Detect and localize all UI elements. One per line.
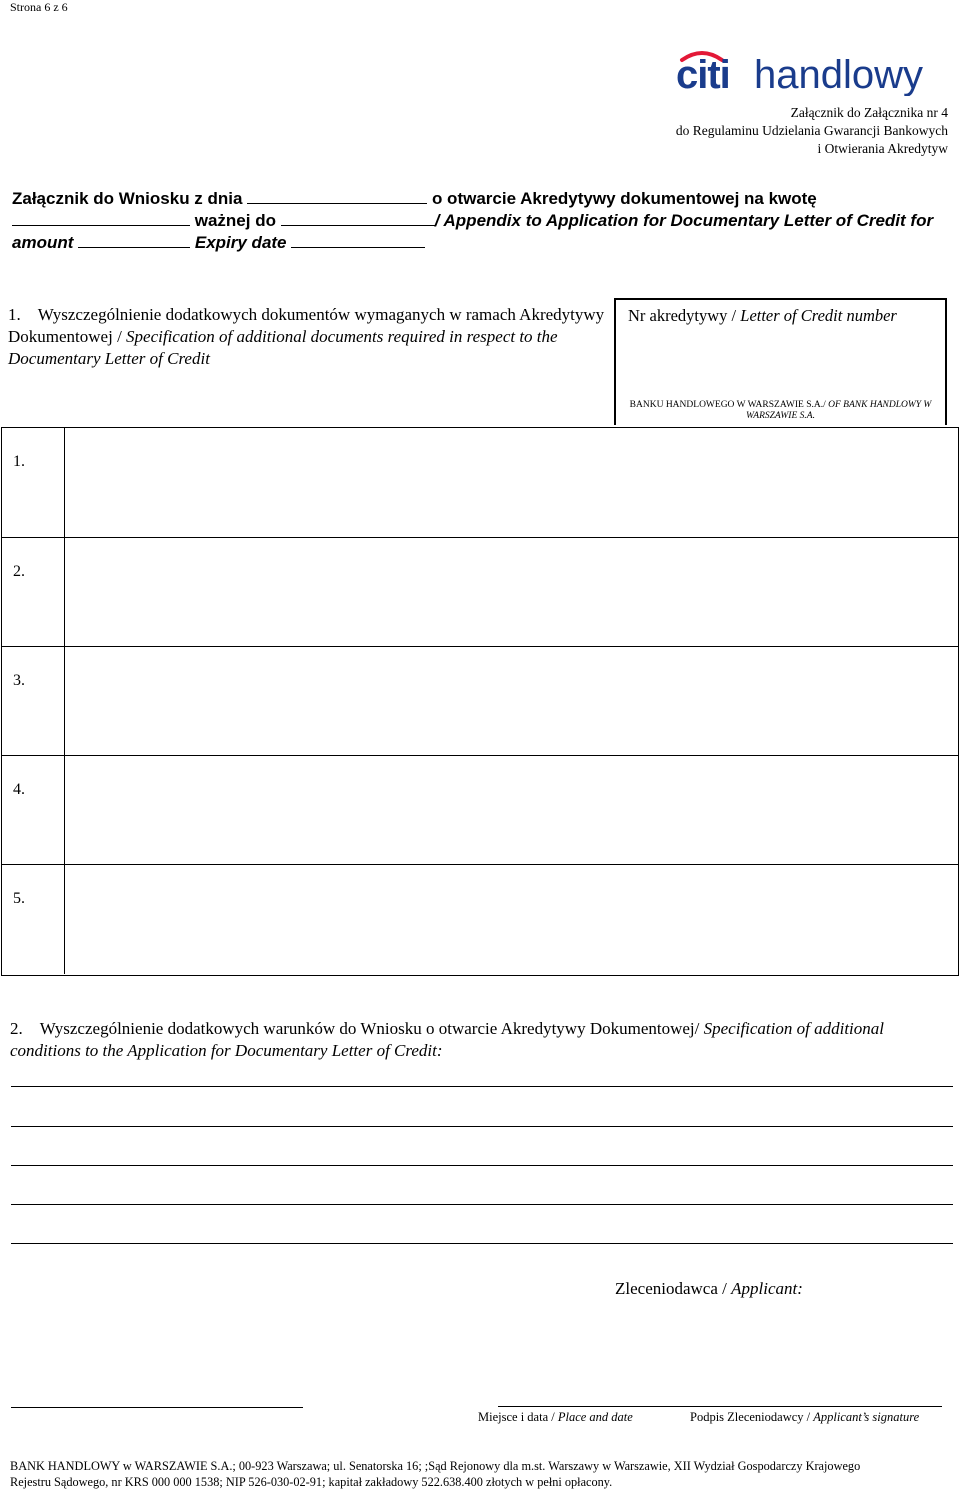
amount-en-field[interactable] xyxy=(78,233,190,248)
sign-caption-pl: Podpis Zleceniodawcy / xyxy=(690,1410,814,1424)
bank-caption-pl: BANKU HANDLOWEGO W WARSZAWIE S.A./ xyxy=(629,400,829,410)
table-row xyxy=(2,755,958,865)
annex-line: i Otwierania Akredytyw xyxy=(817,141,948,156)
table-row xyxy=(2,646,958,756)
applicant-label xyxy=(615,1279,803,1299)
row-number: 5. xyxy=(13,890,25,907)
title-part: ważnej do xyxy=(194,211,276,230)
place-caption-pl: Miejsce i data / xyxy=(478,1410,558,1424)
amount-field[interactable] xyxy=(12,211,190,226)
place-caption-en: Place and date xyxy=(557,1410,633,1424)
lc-heading-en: Letter of Credit number xyxy=(740,306,897,325)
place-date-caption xyxy=(478,1410,633,1425)
row-number: 3. xyxy=(13,672,25,689)
title-part: Załącznik do Wniosku z dnia xyxy=(12,189,243,208)
conditions-line[interactable] xyxy=(11,1086,953,1087)
signature-line[interactable] xyxy=(498,1406,942,1407)
citi-handlowy-logo xyxy=(676,44,938,96)
company-stamp-line[interactable] xyxy=(11,1407,303,1408)
conditions-line[interactable] xyxy=(11,1126,953,1127)
document-input-cell[interactable] xyxy=(64,428,958,537)
footer xyxy=(10,1458,860,1490)
section-text-en: Specification of additional documents required in respect to the Documentary Letter of Credit xyxy=(8,327,558,368)
sign-caption-en: Applicant’s signature xyxy=(813,1410,920,1424)
lc-heading-pl: Nr akredytywy / xyxy=(628,306,741,325)
title-part: o otwarcie Akredytywy dokumentowej na kwotę xyxy=(431,189,817,208)
document-input-cell[interactable] xyxy=(64,538,958,647)
svg-text:handlowy: handlowy xyxy=(754,53,924,96)
table-row xyxy=(2,428,958,537)
date-field[interactable] xyxy=(247,189,427,204)
section-number: 2. xyxy=(10,1019,23,1038)
bank-caption-en: OF BANK HANDLOWY W WARSZAWIE S.A. xyxy=(746,400,932,421)
signature-caption xyxy=(690,1410,919,1425)
svg-text:citi: citi xyxy=(676,53,730,96)
table-row xyxy=(2,864,958,974)
conditions-line[interactable] xyxy=(11,1243,953,1244)
section-1-heading xyxy=(8,304,608,370)
title-part: / Appendix to Application for Documentary Letter of Credit for amount xyxy=(12,211,934,252)
lc-number-heading xyxy=(628,306,897,326)
section-text-pl: Wyszczególnienie dodatkowych warunków do Wniosku o otwarcie Akredytywy Dokumentowej/ xyxy=(39,1019,704,1038)
section-2-heading xyxy=(10,1018,945,1062)
document-input-cell[interactable] xyxy=(64,647,958,756)
annex-reference xyxy=(676,104,948,158)
page-number: Strona 6 z 6 xyxy=(10,0,68,14)
footer-line: Rejestru Sądowego, nr KRS 000 000 1538; NIP 526-030-02-91; kapitał zakładowy 522.638.400 złotych w pełni opłacony. xyxy=(10,1475,613,1489)
conditions-line[interactable] xyxy=(11,1204,953,1205)
section-text-en: Specification of additional conditions to the Application for Documentary Letter of Credit: xyxy=(10,1019,884,1060)
documents-table xyxy=(1,427,959,976)
expiry-field[interactable] xyxy=(281,211,435,226)
document-title xyxy=(12,188,952,254)
section-text-pl: Wyszczególnienie dodatkowych dokumentów wymaganych w ramach Akredytywy Dokumentowej / xyxy=(8,305,605,346)
annex-line: do Regulaminu Udzielania Gwarancji Bankowych xyxy=(675,123,948,138)
applicant-label-pl: Zleceniodawca / xyxy=(615,1279,732,1298)
row-number: 1. xyxy=(13,453,25,470)
annex-line: Załącznik do Załącznika nr 4 xyxy=(790,105,948,120)
row-number: 4. xyxy=(13,781,25,798)
document-input-cell[interactable] xyxy=(64,865,958,974)
footer-line: BANK HANDLOWY w WARSZAWIE S.A.; 00-923 Warszawa; ul. Senatorska 16; ;Sąd Rejonowy dla m.st. Warszawy w Warszawie, XII Wydział Gospodarczy Krajowego xyxy=(10,1459,861,1473)
applicant-label-en: Applicant: xyxy=(731,1279,803,1298)
lc-bank-caption xyxy=(616,400,945,422)
document-input-cell[interactable] xyxy=(64,756,958,865)
expiry-en-field[interactable] xyxy=(291,233,425,248)
conditions-line[interactable] xyxy=(11,1165,953,1166)
table-row xyxy=(2,537,958,647)
title-part: Expiry date xyxy=(194,233,287,252)
row-number: 2. xyxy=(13,563,25,580)
section-number: 1. xyxy=(8,305,21,324)
lc-number-box[interactable] xyxy=(614,298,947,425)
